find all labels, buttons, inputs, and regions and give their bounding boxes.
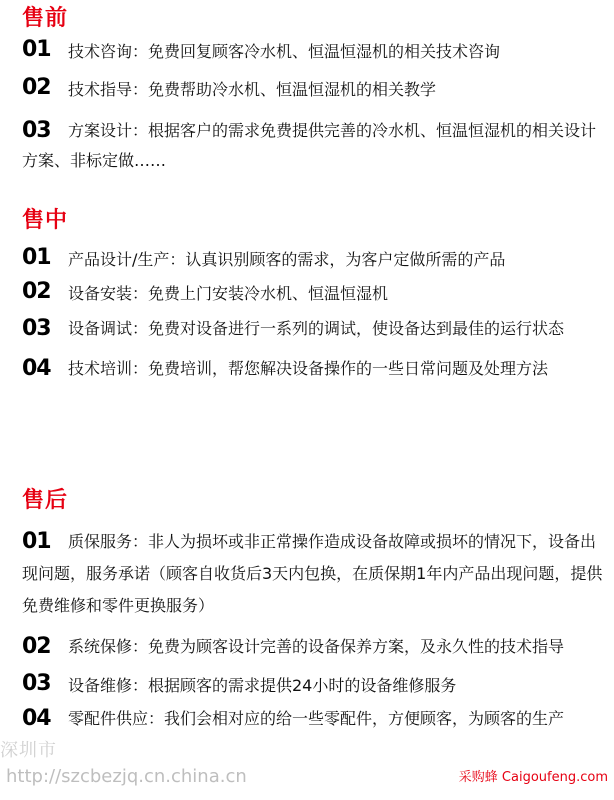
item-text: 技术培训：免费培训，帮您解决设备操作的一些日常问题及处理方法 [68, 359, 549, 378]
item-text: 设备安装：免费上门安装冷水机、恒温恒湿机 [68, 284, 389, 303]
item-number: 03 [22, 671, 51, 696]
list-item [22, 37, 604, 64]
item-number: 01 [22, 37, 51, 62]
list-item [22, 526, 604, 622]
section-title: 售后 [22, 488, 69, 513]
list-item [22, 354, 604, 384]
watermark-brand [459, 766, 608, 785]
item-text: 方案设计：根据客户的需求免费提供完善的冷水机、恒温恒湿机的相关设计方案、非标定做…… [22, 121, 597, 170]
watermark-brand-cn: 采购蜂 [458, 770, 498, 785]
item-text: 零配件供应：我们会相对应的给一些零配件，方便顾客，为顾客的生产 [68, 709, 565, 728]
list-item [22, 632, 604, 662]
item-text: 技术指导：免费帮助冷水机、恒温恒湿机的相关教学 [68, 80, 437, 99]
watermark-brand-en: Caigoufeng.com [501, 770, 608, 785]
section-title: 售中 [22, 208, 69, 233]
list-item [22, 75, 604, 102]
watermark-company: 深圳市 [0, 740, 57, 761]
item-number: 01 [22, 245, 51, 270]
item-number: 03 [22, 118, 51, 143]
list-item [22, 314, 604, 344]
item-text: 产品设计/生产：认真识别顾客的需求，为客户定做所需的产品 [68, 250, 506, 269]
item-text: 设备维修：根据顾客的需求提供24小时的设备维修服务 [68, 676, 457, 695]
item-number: 03 [22, 316, 51, 341]
section-presales [22, 4, 604, 176]
item-number: 02 [22, 279, 51, 304]
item-text: 质保服务：非人为损坏或非正常操作造成设备故障或损坏的情况下，设备出现问题，服务承诺（顾客自收货后3天内包换，在质保期1年内产品出现问题，提供免费维修和零件更换服务） [22, 532, 603, 615]
item-number: 04 [22, 706, 51, 731]
list-item [22, 116, 604, 176]
item-number: 04 [22, 356, 51, 381]
item-text: 系统保修：免费为顾客设计完善的设备保养方案，及永久性的技术指导 [68, 637, 565, 656]
section-after-sales [22, 486, 604, 734]
watermark-url: http://szcbezjq.cn.china.cn [6, 766, 247, 787]
section-in-sales [22, 206, 604, 384]
item-number: 01 [22, 529, 51, 554]
list-item [22, 704, 604, 734]
item-text: 技术咨询：免费回复顾客冷水机、恒温恒湿机的相关技术咨询 [68, 42, 501, 61]
section-title: 售前 [22, 6, 69, 31]
list-item [22, 245, 604, 272]
item-number: 02 [22, 634, 51, 659]
item-number: 02 [22, 75, 51, 100]
item-text: 设备调试：免费对设备进行一系列的调试，使设备达到最佳的运行状态 [68, 319, 565, 338]
list-item [22, 671, 604, 698]
list-item [22, 279, 604, 306]
